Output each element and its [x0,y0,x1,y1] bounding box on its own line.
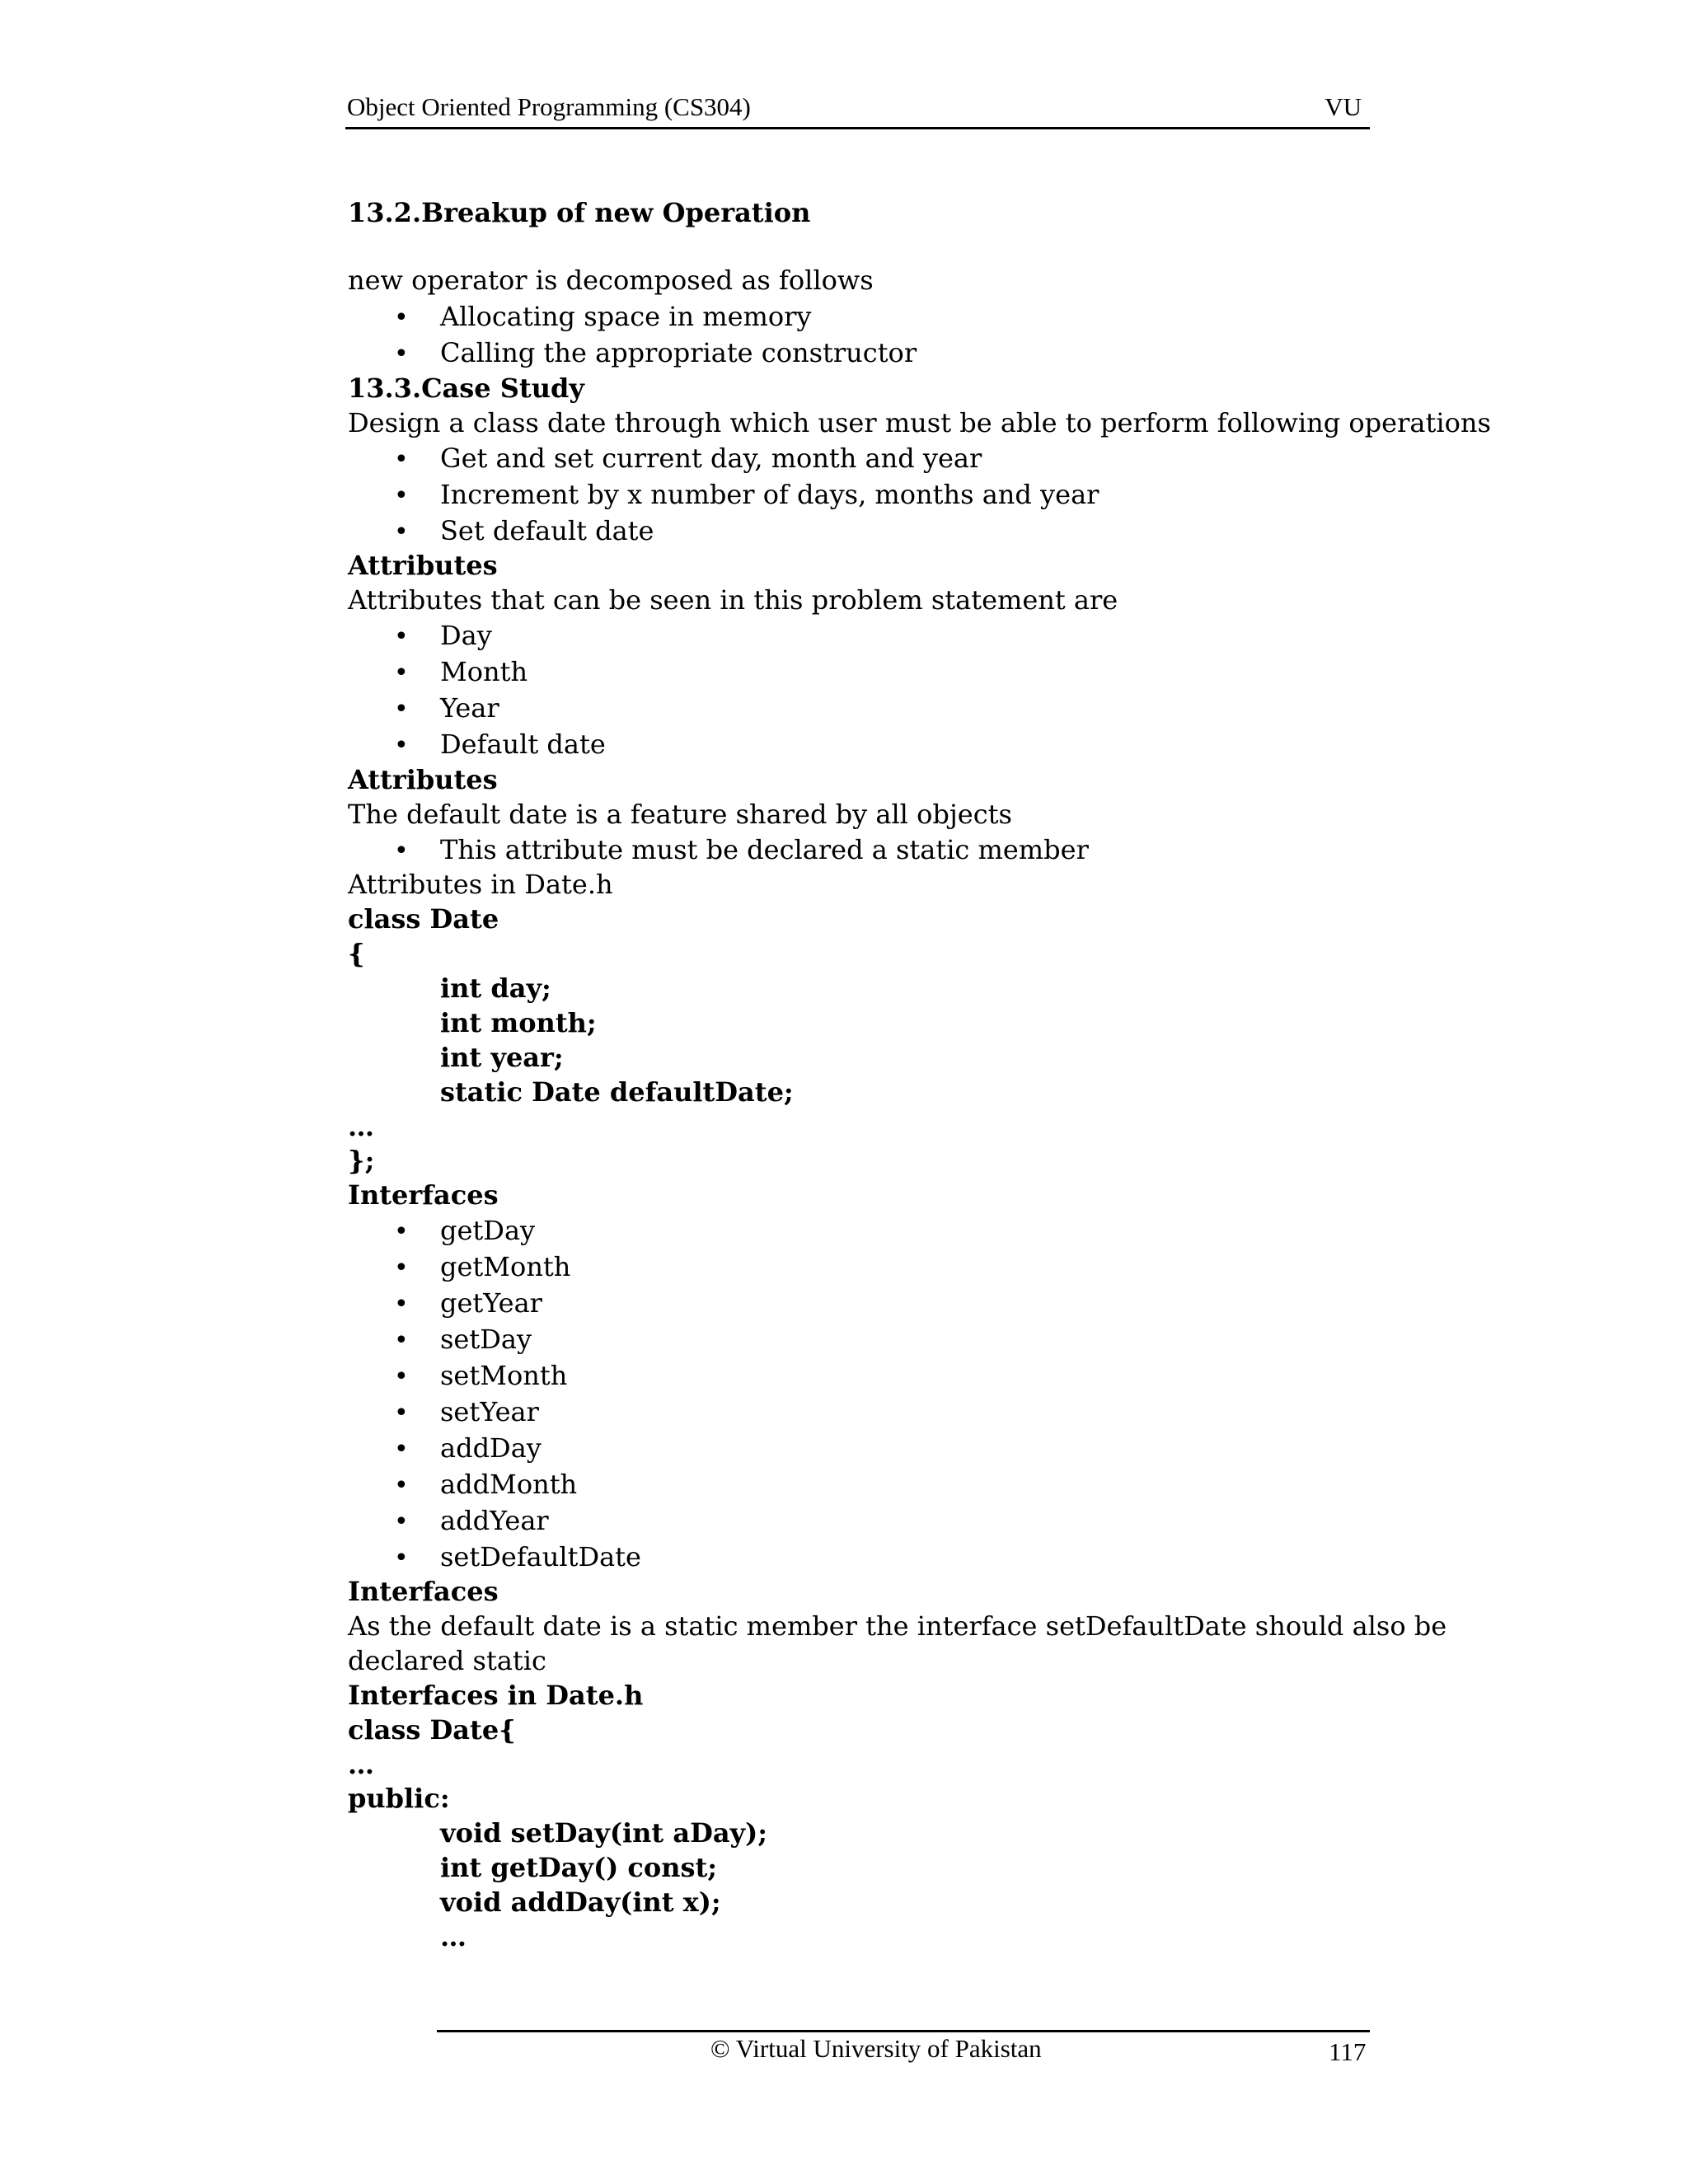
code-line: int day; [440,972,551,1004]
list-item: • Calling the appropriate constructor [394,335,917,373]
code-line: … [348,1749,374,1780]
footer-copyright: © Virtual University of Pakistan [710,2034,1042,2063]
list-item: • getMonth [394,1249,570,1286]
list-item: • setDay [394,1321,532,1359]
attributes-heading-2: Attributes [348,764,498,795]
bullet-icon: • [394,1326,409,1355]
bullet-icon: • [394,1471,409,1500]
page-number: 117 [1329,2037,1367,2066]
code-line: void setDay(int aDay); [440,1817,768,1849]
bullet-icon: • [394,1544,409,1572]
course-title: Object Oriented Programming (CS304) [347,92,751,121]
interfaces-heading-2: Interfaces [348,1576,499,1607]
bullet-icon: • [394,1254,409,1282]
code-line: { [348,938,365,969]
code-line: int year; [440,1042,564,1073]
bullet-icon: • [394,658,409,687]
code-caption-2: Interfaces in Date.h [348,1680,644,1711]
bullet-icon: • [394,481,409,510]
code-line: class Date [348,903,499,935]
bullet-icon: • [394,340,409,368]
bullet-icon: • [394,1435,409,1464]
list-item: • This attribute must be declared a static member [394,832,1089,869]
list-item: • addYear [394,1502,549,1540]
list-item: • Allocating space in memory [394,298,812,336]
bullet-icon: • [394,1217,409,1246]
list-item: • Default date [394,726,606,764]
bullet-icon: • [394,445,409,474]
interfaces-heading: Interfaces [348,1179,499,1211]
interfaces-text-line-1: As the default date is a static member the interface setDefaultDate should also be [348,1610,1447,1642]
interfaces-text-line-2: declared static [348,1645,546,1676]
bullet-icon: • [394,303,409,332]
section-13-3-intro: Design a class date through which user must be able to perform following operations [348,407,1491,438]
section-heading-13-2: 13.2.Breakup of new Operation [348,197,811,228]
bullet-icon: • [394,622,409,651]
code-line: int month; [440,1007,597,1038]
attributes-intro: Attributes that can be seen in this problem statement are [348,584,1118,616]
list-item: • addDay [394,1430,542,1468]
bullet-icon: • [394,1362,409,1391]
list-item: • setMonth [394,1357,567,1395]
attributes-static-intro: The default date is a feature shared by all objects [348,799,1012,830]
list-item: • Increment by x number of days, months and year [394,476,1099,514]
code-line: class Date{ [348,1714,516,1746]
code-line: static Date defaultDate; [440,1076,794,1108]
list-item: • Day [394,617,492,655]
list-item: • getYear [394,1285,542,1323]
list-item: • getDay [394,1212,535,1250]
code-caption: Attributes in Date.h [348,869,613,900]
page-header [345,89,1370,129]
list-item: • addMonth [394,1466,577,1504]
bullet-icon: • [394,837,409,865]
attributes-heading: Attributes [348,550,498,581]
code-line: public: [348,1783,450,1814]
list-item: • Year [394,690,499,728]
section-13-2-intro: new operator is decomposed as follows [348,265,874,296]
code-line: … [440,1921,467,1952]
section-heading-13-3: 13.3.Case Study [348,373,584,404]
code-line: int getDay() const; [440,1852,718,1883]
bullet-icon: • [394,518,409,546]
institution-label: VU [1325,92,1362,121]
list-item: • Get and set current day, month and year [394,440,982,478]
code-line: … [348,1111,374,1142]
list-item: • setDefaultDate [394,1539,641,1577]
bullet-icon: • [394,1399,409,1427]
list-item: • Set default date [394,513,654,551]
code-line: }; [348,1145,375,1176]
footer-divider [437,2030,1370,2032]
code-line: void addDay(int x); [440,1886,721,1918]
bullet-icon: • [394,1507,409,1536]
list-item: • setYear [394,1394,539,1432]
list-item: • Month [394,654,528,691]
bullet-icon: • [394,731,409,760]
bullet-icon: • [394,695,409,724]
bullet-icon: • [394,1290,409,1319]
